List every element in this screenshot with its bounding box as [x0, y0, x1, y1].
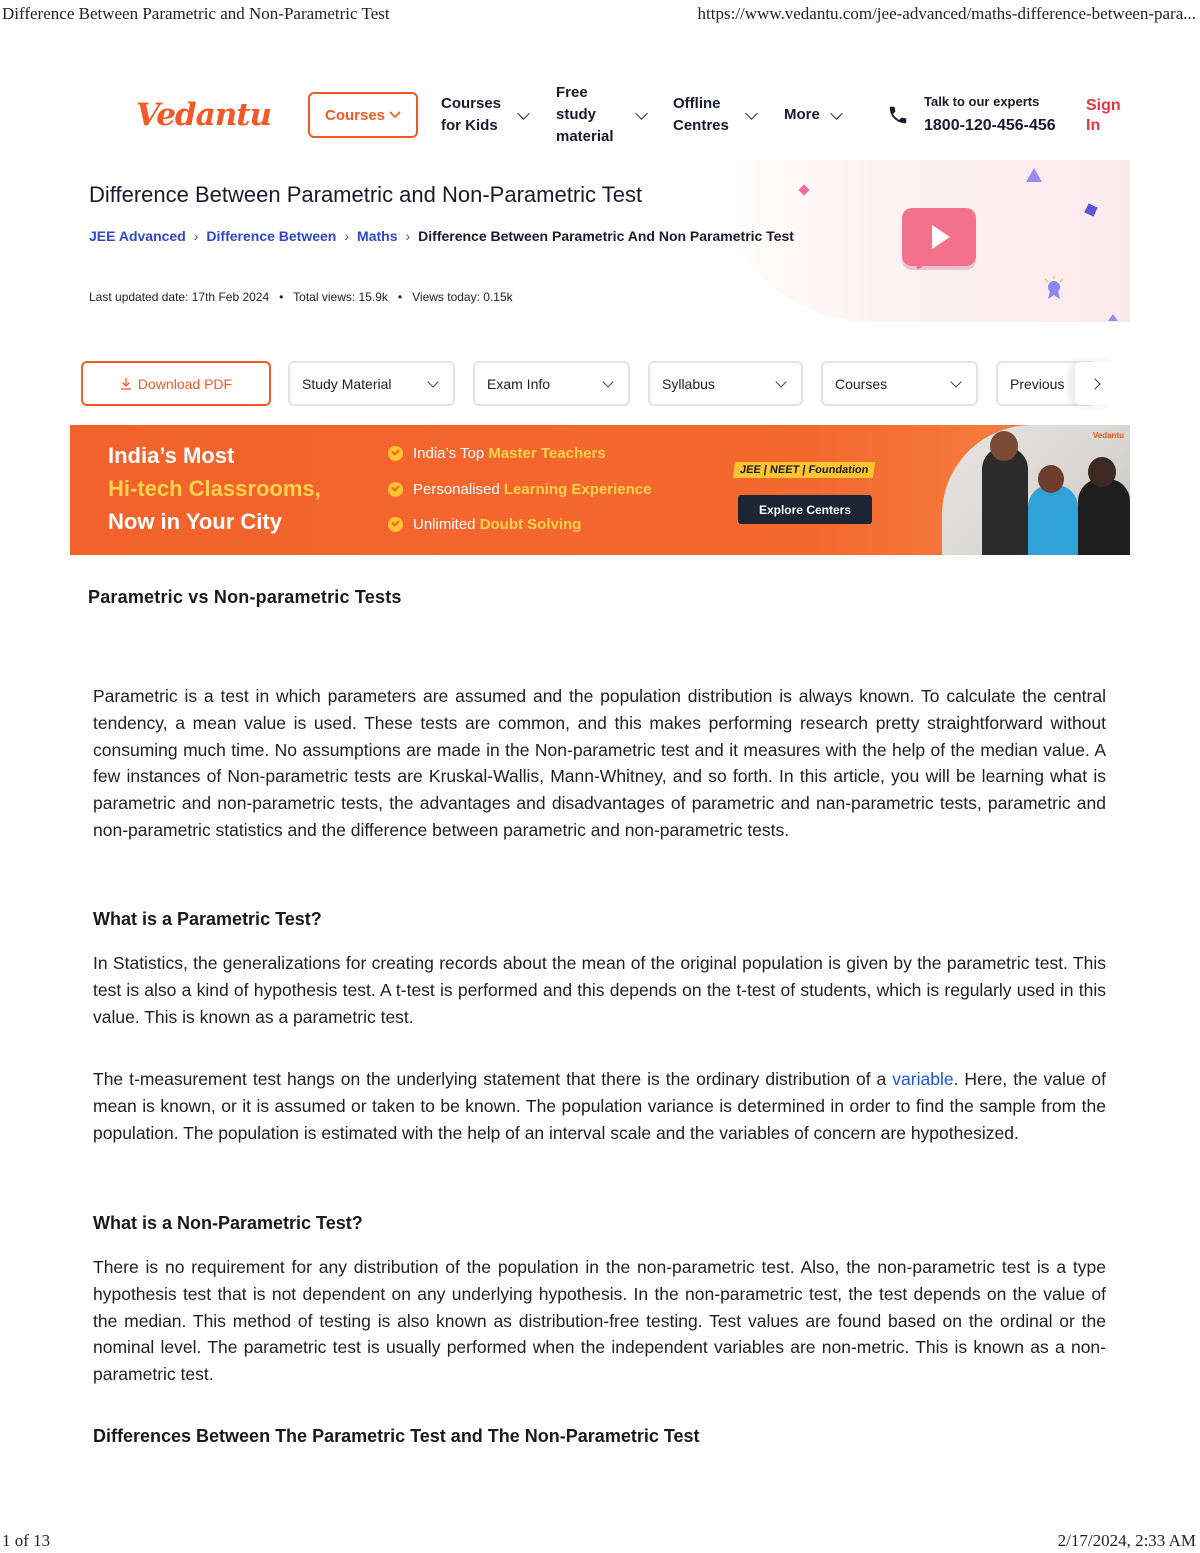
- meta-dot: •: [391, 290, 409, 304]
- photo-person-head: [1088, 457, 1116, 487]
- sign-in-button[interactable]: Sign In: [1086, 97, 1121, 134]
- check-icon: [388, 446, 403, 461]
- breadcrumb-difference-between[interactable]: Difference Between: [206, 228, 337, 244]
- study-material-dropdown[interactable]: Study Material: [288, 361, 455, 406]
- breadcrumb-jee-advanced[interactable]: JEE Advanced: [89, 228, 186, 244]
- chevron-down-icon: [635, 107, 648, 120]
- courses-dropdown-button[interactable]: [308, 92, 418, 138]
- meta-dot: •: [272, 290, 291, 304]
- photo-person-head: [990, 431, 1018, 461]
- views-today: Views today: 0.15k: [412, 290, 513, 304]
- chevron-down-icon: [950, 376, 961, 387]
- breadcrumb-maths[interactable]: Maths: [357, 228, 398, 244]
- page-title: Difference Between Parametric and Non-Parametric Test: [89, 182, 643, 207]
- download-pdf-button[interactable]: [81, 361, 271, 406]
- syllabus-dropdown[interactable]: Syllabus: [648, 361, 803, 406]
- print-datetime: 2/17/2024, 2:33 AM: [1057, 1531, 1196, 1550]
- photo-person-head: [1038, 465, 1064, 493]
- nav-offline-centres[interactable]: Offline Centres: [673, 95, 729, 134]
- chevron-down-icon: [830, 107, 843, 120]
- chevron-down-icon: [602, 376, 613, 387]
- photo-person: [982, 447, 1028, 555]
- print-header: [0, 4, 1200, 24]
- photo-person: [1078, 479, 1130, 555]
- previous-dropdown[interactable]: Previous: [996, 361, 1096, 406]
- decor-triangle: [1108, 314, 1118, 321]
- download-icon: [120, 377, 132, 390]
- breadcrumb-current: Difference Between Parametric And Non Parametric Test: [418, 228, 794, 244]
- explore-centers-button[interactable]: Explore Centers: [738, 495, 872, 524]
- exam-info-dropdown[interactable]: Exam Info: [473, 361, 630, 406]
- banner-headline-1: India’s Most: [108, 443, 235, 468]
- page-meta: [89, 290, 513, 304]
- breadcrumb-separator: ›: [193, 228, 199, 244]
- breadcrumb: [89, 228, 794, 244]
- courses-label: Courses: [324, 106, 386, 124]
- chevron-right-icon: [1089, 378, 1100, 389]
- print-footer: [0, 1531, 1200, 1551]
- phone-icon: [887, 104, 909, 126]
- print-url: https://www.vedantu.com/jee-advanced/maths-difference-between-para...: [697, 4, 1196, 23]
- chevron-down-icon: [389, 111, 401, 119]
- chevron-down-icon: [775, 376, 786, 387]
- intro-paragraph: Parametric is a test in which parameters are assumed and the population distribution is always known. To calculate the central tendency, a mean value is used. These tests are common, and this makes performing research pretty straightforward without consuming much time. No assumptions are made in the Non-parametric test and it measures with the help of the median value. A few instances of Non-parametric tests are Kruskal-Wallis, Mann-Whitney, and so forth. In this article, you will be learning what is parametric and non-parametric tests, the advantages and disadvantages of parametric and nan-parametric tests, parametric and non-parametric statistics and the difference between parametric and non-parametric tests.: [93, 686, 1106, 840]
- chevron-down-icon: [745, 107, 758, 120]
- vedantu-logo[interactable]: Vedantu: [136, 97, 272, 133]
- nonparametric-paragraph: There is no requirement for any distribution of the population in the non-parametric test. Also, the non-parametric test is a type hypothesis test that is not dependent on any underlying hypothesis. In the non-parametric test, the test depends on the value of the median. This method of testing is also known as distribution-free testing. Test values are found based on the ordinal or the nominal level. The parametric test is usually performed when the independent variables are non-metric. This is known as a non-parametric test.: [93, 1257, 1106, 1385]
- total-views: Total views: 15.9k: [293, 290, 388, 304]
- variable-link[interactable]: variable: [892, 1069, 954, 1089]
- download-pdf-label: Download PDF: [137, 375, 233, 392]
- chevron-down-icon: [517, 107, 530, 120]
- banner-feature: Personalised Learning Experience: [388, 481, 651, 498]
- photo-person: [1028, 485, 1078, 555]
- phone-number[interactable]: 1800-120-456-456: [924, 117, 1056, 134]
- section-title: Parametric vs Non-parametric Tests: [88, 587, 402, 607]
- banner-feature: India’s Top Master Teachers: [388, 445, 606, 462]
- nav-more[interactable]: More: [784, 106, 820, 123]
- check-icon: [388, 482, 403, 497]
- talk-to-experts-label: Talk to our experts: [924, 94, 1040, 109]
- breadcrumb-separator: ›: [405, 228, 411, 244]
- nav-courses-for-kids[interactable]: Courses for Kids: [441, 95, 502, 134]
- heading-parametric-test: What is a Parametric Test?: [93, 909, 322, 929]
- ribbon-badge-icon: [1042, 276, 1066, 300]
- banner-headline-2: Hi-tech Classrooms,: [108, 476, 321, 501]
- banner-tag: JEE | NEET | Foundation: [733, 462, 876, 478]
- print-title: Difference Between Parametric and Non-Parametric Test: [2, 4, 390, 23]
- banner-brand-logo: Vedantu: [1092, 431, 1124, 440]
- heading-nonparametric-test: What is a Non-Parametric Test?: [93, 1213, 363, 1233]
- banner-headline-3: Now in Your City: [108, 509, 282, 534]
- heading-differences: Differences Between The Parametric Test and The Non-Parametric Test: [93, 1426, 700, 1446]
- parametric-paragraph-1: In Statistics, the generalizations for creating records about the mean of the original population is given by the parametric test. This test is also a kind of hypothesis test. A t-test is performed and this depends on the t-test of students, which is regularly used in this value. This is known as a parametric test.: [93, 953, 1106, 1027]
- banner-photo: [942, 425, 1130, 555]
- decor-triangle: [1026, 168, 1042, 182]
- courses-dropdown[interactable]: Courses: [821, 361, 978, 406]
- last-updated: Last updated date: 17th Feb 2024: [89, 290, 270, 304]
- promo-banner[interactable]: [70, 425, 1130, 555]
- nav-free-study-material[interactable]: Free study material: [556, 84, 614, 145]
- banner-feature: Unlimited Doubt Solving: [388, 516, 581, 533]
- chevron-down-icon: [427, 376, 438, 387]
- breadcrumb-separator: ›: [344, 228, 350, 244]
- print-page-number: 1 of 13: [2, 1531, 51, 1550]
- parametric-paragraph-2: The t-measurement test hangs on the underlying statement that there is the ordinary distribution of a variable. Here, the value of mean is known, or it is assumed or taken to be known. The population variance is determined in order to find the sample from the population. The population is estimated with the help of an interval scale and the variables of concern are hypothesized.: [93, 1069, 1106, 1143]
- scroll-right-button[interactable]: [1075, 362, 1118, 405]
- check-icon: [388, 517, 403, 532]
